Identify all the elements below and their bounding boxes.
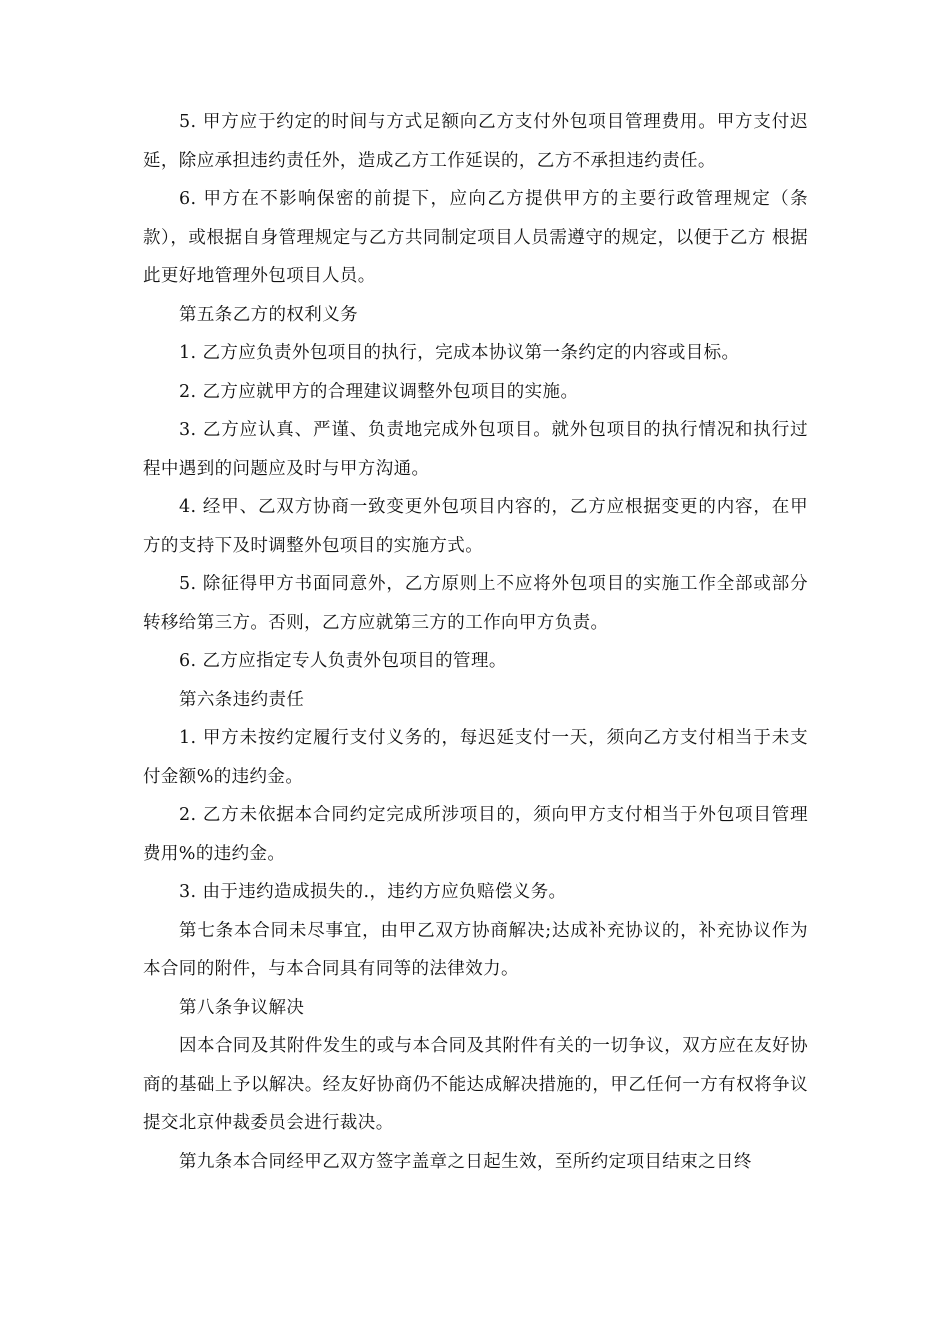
heading-article-8: 第八条争议解决	[179, 997, 305, 1018]
paragraph-breach-item-2: 2. 乙方未依据本合同约定完成所涉项目的，须向甲方支付相当于外包项目管理费用%的违约金。	[143, 805, 808, 864]
paragraph-party-b-item-4: 4. 经甲、乙双方协商一致变更外包项目内容的，乙方应根据变更的内容，在甲方的支持下及时调整外包项目的实施方式。	[143, 497, 808, 556]
paragraph-party-b-item-2: 2. 乙方应就甲方的合理建议调整外包项目的实施。	[179, 381, 579, 402]
heading-article-6: 第六条违约责任	[179, 689, 305, 710]
paragraph-party-b-item-1: 1. 乙方应负责外包项目的执行，完成本协议第一条约定的内容或目标。	[179, 343, 740, 363]
paragraph-party-a-payment: 5. 甲方应于约定的时间与方式足额向乙方支付外包项目管理费用。甲方支付迟延，除应承担违约责任外，造成乙方工作延误的，乙方不承担违约责任。	[143, 112, 808, 171]
paragraph-party-a-regulations: 6. 甲方在不影响保密的前提下，应向乙方提供甲方的主要行政管理规定（条 款），或根据自身管理规定与乙方共同制定项目人员需遵守的规定，以便于乙方 根据此更好地管理外包项目人员。	[143, 189, 808, 286]
paragraph-article-9: 第九条本合同经甲乙双方签字盖章之日起生效，至所约定项目结束之日终	[179, 1151, 752, 1172]
paragraph-party-b-item-6: 6. 乙方应指定专人负责外包项目的管理。	[179, 651, 507, 671]
paragraph-party-b-item-5: 5. 除征得甲方书面同意外，乙方原则上不应将外包项目的实施工作全部或部分转移给第三方。否则，乙方应就第三方的工作向甲方负责。	[143, 574, 808, 633]
heading-article-5: 第五条乙方的权利义务	[179, 304, 358, 325]
paragraph-breach-item-3: 3. 由于违约造成损失的.，违约方应负赔偿义务。	[179, 882, 567, 902]
paragraph-article-7: 第七条本合同未尽事宜，由甲乙双方协商解决;达成补充协议的，补充协议作为本合同的附件，与本合同具有同等的法律效力。	[143, 920, 808, 979]
document-body	[143, 103, 808, 1181]
paragraph-breach-item-1: 1. 甲方未按约定履行支付义务的，每迟延支付一天，须向乙方支付相当于未支付金额%的违约金。	[143, 728, 808, 787]
paragraph-dispute-resolution: 因本合同及其附件发生的或与本合同及其附件有关的一切争议，双方应在友好协商的基础上予以解决。经友好协商仍不能达成解决措施的，甲乙任何一方有权将争议提交北京仲裁委员会进行裁决。	[143, 1036, 808, 1133]
paragraph-party-b-item-3: 3. 乙方应认真、严谨、负责地完成外包项目。就外包项目的执行情况和执行过程中遇到的问题应及时与甲方沟通。	[143, 420, 808, 479]
